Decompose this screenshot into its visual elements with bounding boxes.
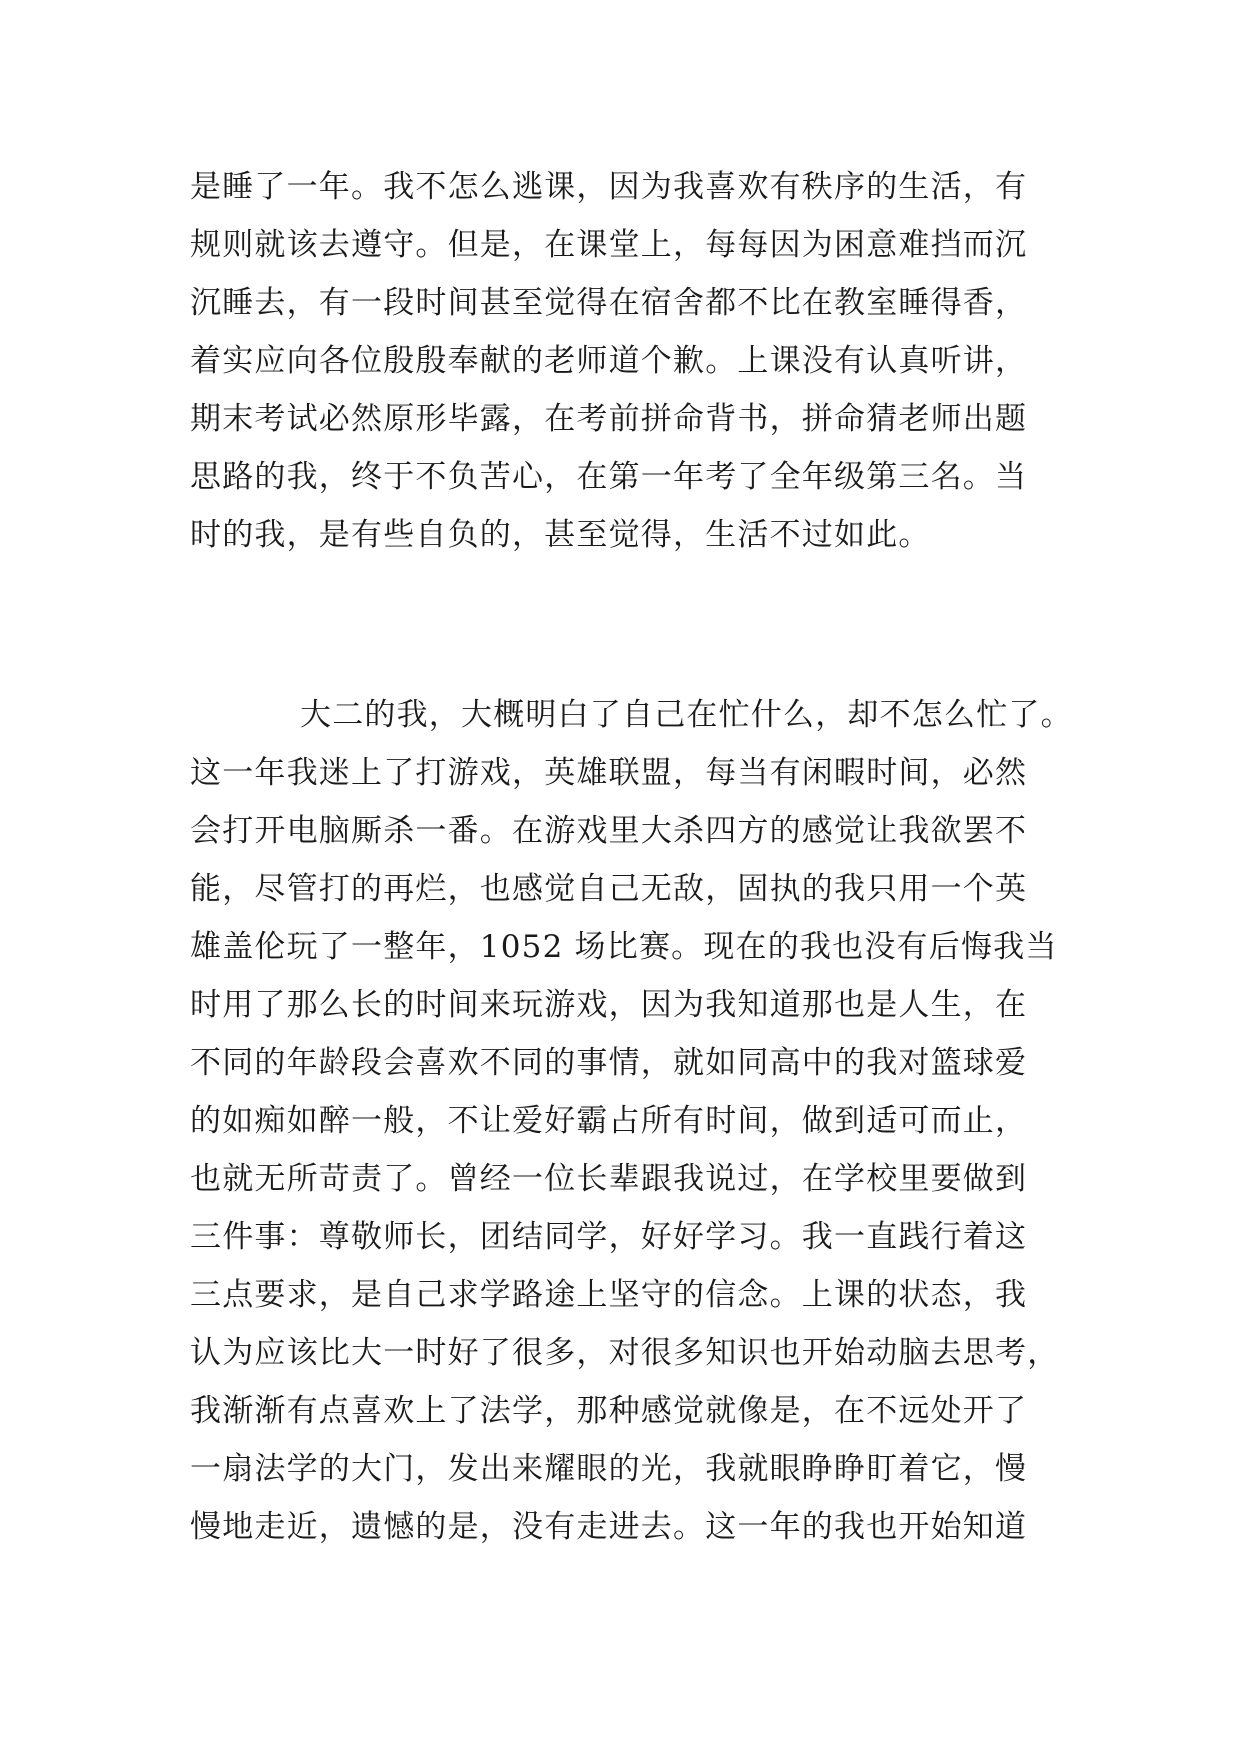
text-line-indented: 大二的我，大概明白了自己在忙什么，却不怎么忙了。 — [300, 697, 1073, 733]
text-line: 规则就该去遵守。但是，在课堂上，每每因为困意难挡而沉 — [190, 227, 1028, 263]
text-line: 期末考试必然原形毕露，在考前拼命背书，拼命猜老师出题 — [190, 401, 1028, 437]
text-line: 三件事：尊敬师长，团结同学，好好学习。我一直践行着这 — [190, 1219, 1028, 1255]
text-line: 是睡了一年。我不怎么逃课，因为我喜欢有秩序的生活，有 — [190, 169, 1028, 205]
text-line: 的如痴如醉一般，不让爱好霸占所有时间，做到适可而止， — [190, 1103, 1028, 1139]
text-line: 着实应向各位殷殷奉献的老师道个歉。上课没有认真听讲， — [190, 343, 1028, 379]
text-line: 慢地走近，遗憾的是，没有走进去。这一年的我也开始知道 — [190, 1509, 1028, 1545]
text-line: 这一年我迷上了打游戏，英雄联盟，每当有闲暇时间，必然 — [190, 755, 1028, 791]
text-line: 雄盖伦玩了一整年，1052 场比赛。现在的我也没有后悔我当 — [190, 929, 1058, 965]
text-line: 能，尽管打的再烂，也感觉自己无敌，固执的我只用一个英 — [190, 871, 1028, 907]
text-line: 沉睡去，有一段时间甚至觉得在宿舍都不比在教室睡得香， — [190, 285, 1028, 321]
text-line: 时的我，是有些自负的，甚至觉得，生活不过如此。 — [190, 517, 931, 553]
text-line: 会打开电脑厮杀一番。在游戏里大杀四方的感觉让我欲罢不 — [190, 813, 1028, 849]
text-line: 也就无所苛责了。曾经一位长辈跟我说过，在学校里要做到 — [190, 1161, 1028, 1197]
text-line: 三点要求，是自己求学路途上坚守的信念。上课的状态，我 — [190, 1277, 1028, 1313]
paragraph-second-year — [190, 686, 1073, 1556]
text-line: 不同的年龄段会喜欢不同的事情，就如同高中的我对篮球爱 — [190, 1045, 1028, 1081]
paragraph-first-year — [190, 158, 1060, 564]
text-line: 思路的我，终于不负苦心，在第一年考了全年级第三名。当 — [190, 459, 1028, 495]
text-line: 我渐渐有点喜欢上了法学，那种感觉就像是，在不远处开了 — [190, 1393, 1028, 1429]
text-line: 时用了那么长的时间来玩游戏，因为我知道那也是人生，在 — [190, 987, 1028, 1023]
text-line: 认为应该比大一时好了很多，对很多知识也开始动脑去思考， — [190, 1335, 1060, 1371]
text-line: 一扇法学的大门，发出来耀眼的光，我就眼睁睁盯着它，慢 — [190, 1451, 1028, 1487]
